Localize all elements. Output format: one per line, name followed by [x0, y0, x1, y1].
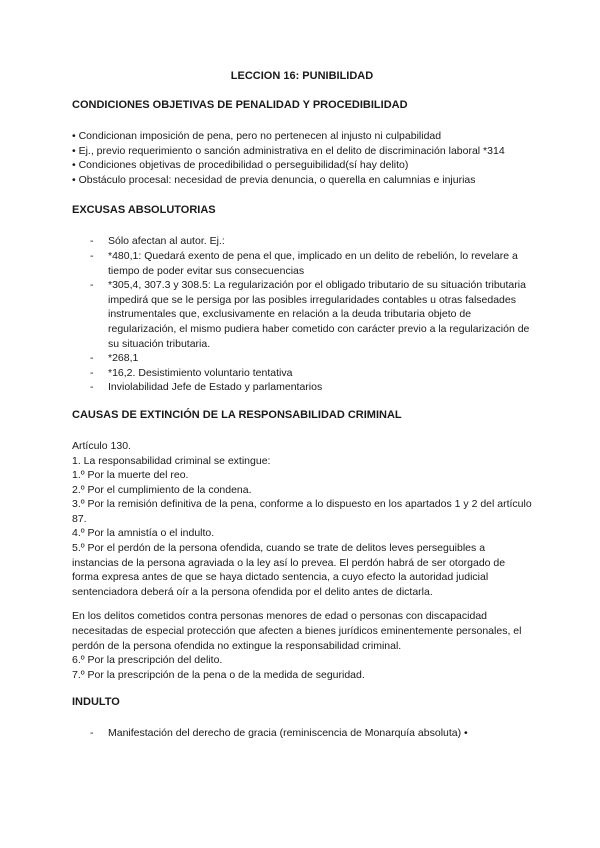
paragraph: 1. La responsabilidad criminal se extingue:	[72, 454, 271, 467]
paragraph: 6.º Por la prescripción del delito.	[72, 654, 223, 667]
section-heading-extincion: CAUSAS DE EXTINCIÓN DE LA RESPONSABILIDAD CRIMINAL	[72, 408, 402, 421]
paragraph: 5.º Por el perdón de la persona ofendida, cuando se trate de delitos leves perseguibles a instancias de la persona agraviada o la ley así lo prevea. El perdón habrá de ser otorgado de forma expresa antes de que se haya dictado sentencia, a cuyo efecto la autoridad judicial sentenciadora deberá oír a la persona ofendida por el delito antes de dictarla.	[72, 542, 506, 598]
paragraph: 3.º Por la remisión definitiva de la pena, conforme a lo dispuesto en los apartados 1 y 2 del artículo 87.	[72, 498, 532, 525]
paragraph: 1.º Por la muerte del reo.	[72, 469, 189, 482]
paragraph: 4.º Por la amnistía o el indulto.	[72, 527, 215, 540]
article-130-block	[72, 439, 532, 683]
indulto-list	[72, 726, 532, 741]
list-item: - Manifestación del derecho de gracia (reminiscencia de Monarquía absoluta) •	[90, 727, 468, 740]
section-heading-indulto: INDULTO	[72, 696, 120, 709]
list-item: • Condiciones objetivas de procedibilidad o perseguibilidad(sí hay delito)	[72, 159, 409, 172]
paragraph: 7.º Por la prescripción de la pena o de la medida de seguridad.	[72, 668, 365, 681]
section-heading-condiciones: CONDICIONES OBJETIVAS DE PENALIDAD Y PROCEDIBILIDAD	[72, 99, 408, 111]
list-item: - *480,1: Quedará exento de pena el que, implicado en un delito de rebelión, lo revelare a tiempo de poder evitar sus consecuencias	[90, 249, 518, 277]
paragraph: Artículo 130.	[72, 439, 131, 452]
excusas-list	[72, 234, 532, 395]
condiciones-list	[72, 129, 532, 187]
list-item: - Sólo afectan al autor. Ej.:	[90, 235, 225, 248]
paragraph: En los delitos cometidos contra personas menores de edad o personas con discapacidad necesitadas de especial protección que afecten a bienes jurídicos eminentemente personales, el perdón de la persona ofendida no extingue la responsabilidad criminal.	[72, 610, 522, 652]
list-item: - Inviolabilidad Jefe de Estado y parlamentarios	[90, 381, 323, 394]
list-item: - *268,1	[90, 352, 139, 365]
list-item: - *16,2. Desistimiento voluntario tentativa	[90, 366, 293, 379]
section-heading-excusas: EXCUSAS ABSOLUTORIAS	[72, 204, 216, 217]
document-page	[72, 70, 532, 755]
list-item: - *305,4, 307.3 y 308.5: La regularización por el obligado tributario de su situación tributaria impedirá que se le persiga por las posibles irregularidades contables u otras falsedades instrumentales que, exclusivamente en relación a la deuda tributaria objeto de regularización, el mismo pudiera haber cometido con carácter previo a la regularización de su situación tributaria.	[90, 279, 530, 350]
page-title: LECCION 16: PUNIBILIDAD	[230, 70, 374, 82]
list-item: • Condicionan imposición de pena, pero no pertenecen al injusto ni culpabilidad	[72, 130, 442, 142]
list-item: • Ej., previo requerimiento o sanción administrativa en el delito de discriminación laboral *314	[72, 144, 505, 157]
list-item: • Obstáculo procesal: necesidad de previa denuncia, o querella en calumnias e injurias	[72, 173, 476, 186]
paragraph: 2.º Por el cumplimiento de la condena.	[72, 483, 252, 496]
